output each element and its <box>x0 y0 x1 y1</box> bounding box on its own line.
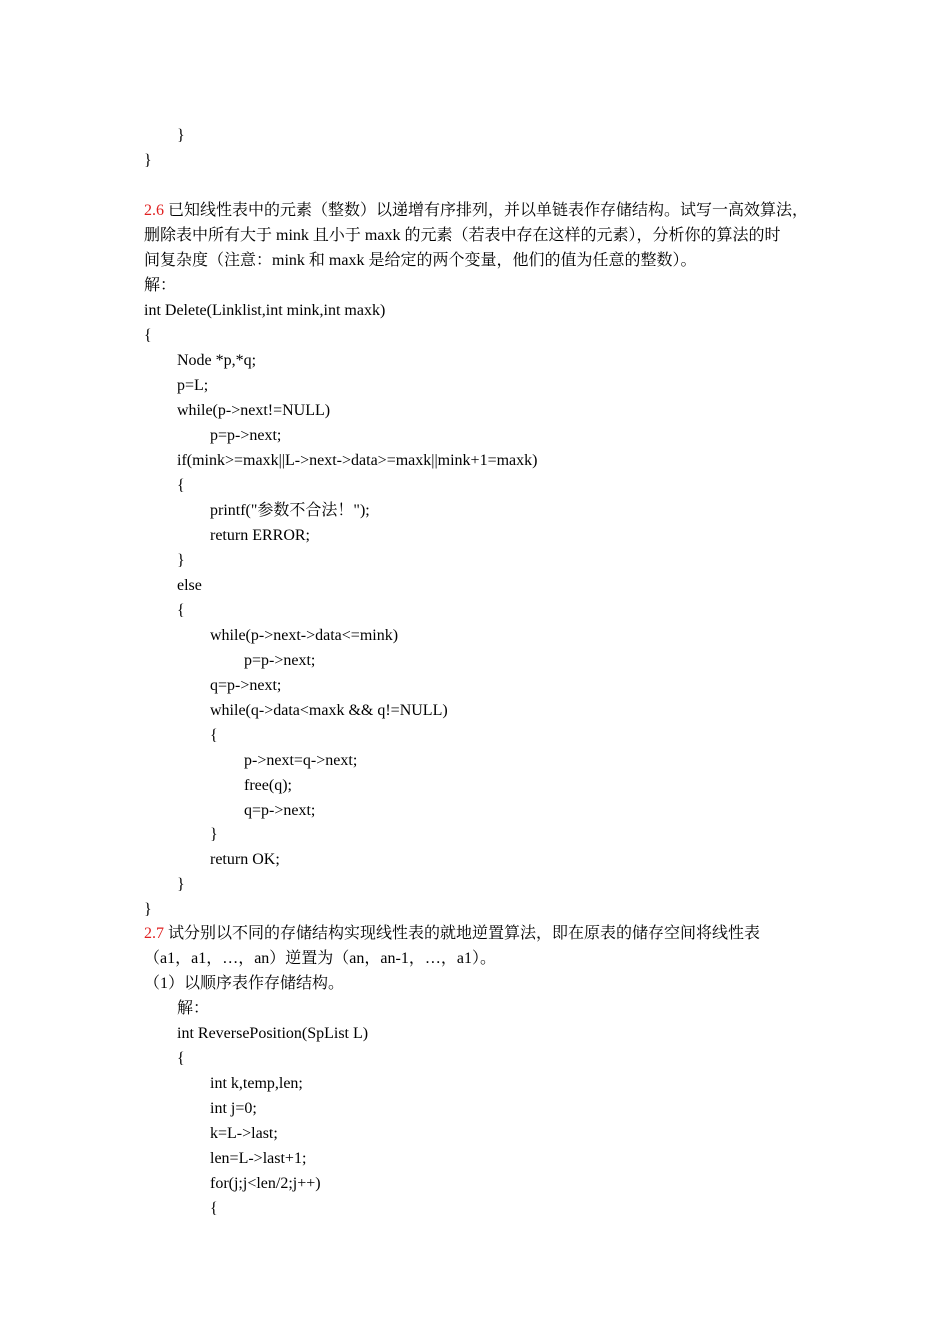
code-line: return ERROR; <box>210 527 310 544</box>
code-line: k=L->last; <box>210 1125 278 1142</box>
question-2-6-line-3: 间复杂度（注意：mink 和 maxk 是给定的两个变量，他们的值为任意的整数）。 <box>144 252 697 269</box>
code-line: } <box>177 127 185 144</box>
code-line: while(q->data<maxk && q!=NULL) <box>210 702 448 719</box>
code-line: return OK; <box>210 851 280 868</box>
code-line: else <box>177 577 202 594</box>
code-line: while(p->next!=NULL) <box>177 402 331 419</box>
code-line: { <box>144 327 152 344</box>
code-line: while(p->next->data<=mink) <box>210 627 399 644</box>
code-line: len=L->last+1; <box>210 1150 307 1167</box>
question-2-7-part-1: （1）以顺序表作存储结构。 <box>144 975 345 992</box>
code-line: } <box>144 152 152 169</box>
code-line: printf("参数不合法！"); <box>210 502 370 519</box>
code-line: q=p->next; <box>210 677 282 694</box>
question-text: 已知线性表中的元素（整数）以递增有序排列，并以单链表作存储结构。试写一高效算法， <box>168 202 809 219</box>
question-number: 2.7 <box>144 925 164 942</box>
code-line: int Delete(Linklist,int mink,int maxk) <box>144 302 386 319</box>
code-line: { <box>210 727 218 744</box>
code-line: q=p->next; <box>244 802 316 819</box>
code-line: p=p->next; <box>210 427 282 444</box>
code-line: int j=0; <box>210 1100 257 1117</box>
question-text: 试分别以不同的存储结构实现线性表的就地逆置算法，即在原表的储存空间将线性表 <box>168 925 761 942</box>
question-2-6-line-2: 删除表中所有大于 mink 且小于 maxk 的元素（若表中存在这样的元素），分析你的算法的时 <box>144 227 781 244</box>
code-line: Node *p,*q; <box>177 352 257 369</box>
code-line: { <box>210 1200 218 1217</box>
code-line: } <box>177 876 185 893</box>
question-number: 2.6 <box>144 202 164 219</box>
question-2-7-line-1 <box>144 924 760 944</box>
code-line: int ReversePosition(SpList L) <box>177 1025 369 1042</box>
code-line: if(mink>=maxk||L->next->data>=maxk||mink+1=maxk) <box>177 452 538 469</box>
code-line: p=L; <box>177 377 209 394</box>
question-2-6-line-1 <box>144 201 808 221</box>
code-line: { <box>177 477 185 494</box>
code-line: for(j;j<len/2;j++) <box>210 1175 321 1192</box>
answer-label: 解： <box>177 1000 210 1017</box>
code-line: int k,temp,len; <box>210 1075 303 1092</box>
code-line: { <box>177 1050 185 1067</box>
question-2-7-line-2: （a1，a1，…，an）逆置为（an，an-1，…，a1）。 <box>144 950 496 967</box>
code-line: } <box>177 552 185 569</box>
code-line: } <box>144 901 152 918</box>
code-line: } <box>210 826 218 843</box>
code-line: free(q); <box>244 777 292 794</box>
code-line: p=p->next; <box>244 652 316 669</box>
answer-label: 解： <box>144 277 177 294</box>
code-line: p->next=q->next; <box>244 752 358 769</box>
code-line: { <box>177 602 185 619</box>
